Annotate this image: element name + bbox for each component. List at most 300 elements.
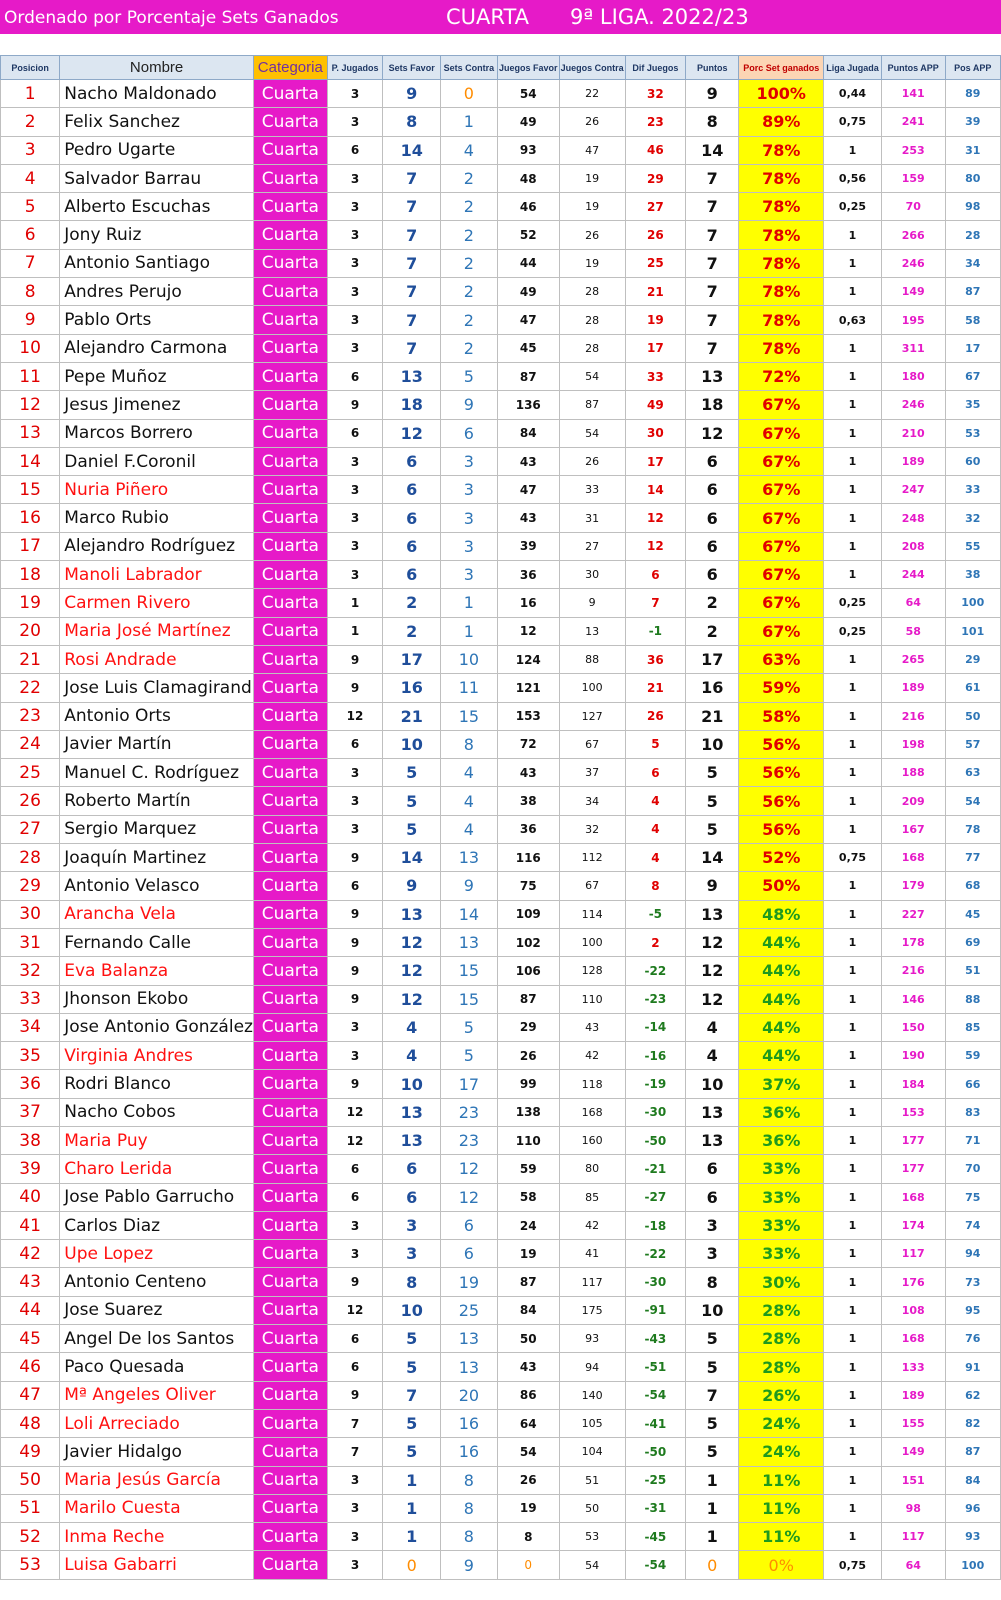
category-cell: Cuarta bbox=[253, 221, 327, 249]
table-row bbox=[1, 1296, 1001, 1324]
games-contra-cell: 42 bbox=[559, 1211, 625, 1239]
points-cell: 21 bbox=[686, 702, 739, 730]
played-cell: 6 bbox=[327, 1353, 383, 1381]
app-points-cell: 216 bbox=[881, 957, 945, 985]
played-cell: 6 bbox=[327, 1155, 383, 1183]
table-row bbox=[1, 1353, 1001, 1381]
games-favor-cell: 58 bbox=[497, 1183, 559, 1211]
app-position-cell: 39 bbox=[945, 108, 1000, 136]
games-contra-cell: 100 bbox=[559, 928, 625, 956]
set-percent-cell: 78% bbox=[739, 249, 824, 277]
games-favor-cell: 8 bbox=[497, 1523, 559, 1551]
games-favor-cell: 38 bbox=[497, 787, 559, 815]
points-cell: 6 bbox=[686, 504, 739, 532]
sets-favor-cell: 6 bbox=[383, 1183, 441, 1211]
player-name: Antonio Orts bbox=[60, 702, 254, 730]
header-puntos-app: Puntos APP bbox=[881, 56, 945, 80]
games-contra-cell: 94 bbox=[559, 1353, 625, 1381]
player-name: Jhonson Ekobo bbox=[60, 985, 254, 1013]
position-cell: 37 bbox=[1, 1098, 60, 1126]
games-diff-cell: 17 bbox=[625, 334, 686, 362]
sets-contra-cell: 4 bbox=[441, 815, 498, 843]
games-contra-cell: 13 bbox=[559, 617, 625, 645]
games-diff-cell: 33 bbox=[625, 362, 686, 390]
app-points-cell: 246 bbox=[881, 249, 945, 277]
sets-contra-cell: 9 bbox=[441, 391, 498, 419]
sets-contra-cell: 11 bbox=[441, 674, 498, 702]
app-position-cell: 45 bbox=[945, 900, 1000, 928]
games-diff-cell: 23 bbox=[625, 108, 686, 136]
set-percent-cell: 24% bbox=[739, 1409, 824, 1437]
games-diff-cell: 4 bbox=[625, 815, 686, 843]
table-row bbox=[1, 108, 1001, 136]
points-cell: 8 bbox=[686, 1268, 739, 1296]
games-favor-cell: 26 bbox=[497, 1042, 559, 1070]
player-name: Carlos Diaz bbox=[60, 1211, 254, 1239]
points-cell: 3 bbox=[686, 1211, 739, 1239]
games-favor-cell: 43 bbox=[497, 1353, 559, 1381]
games-contra-cell: 28 bbox=[559, 278, 625, 306]
app-points-cell: 189 bbox=[881, 1381, 945, 1409]
sets-contra-cell: 0 bbox=[441, 80, 498, 108]
sets-contra-cell: 6 bbox=[441, 1240, 498, 1268]
sets-contra-cell: 10 bbox=[441, 645, 498, 673]
set-percent-cell: 67% bbox=[739, 391, 824, 419]
games-diff-cell: 21 bbox=[625, 278, 686, 306]
sets-favor-cell: 6 bbox=[383, 504, 441, 532]
category-cell: Cuarta bbox=[253, 957, 327, 985]
app-position-cell: 70 bbox=[945, 1155, 1000, 1183]
table-row bbox=[1, 589, 1001, 617]
set-percent-cell: 67% bbox=[739, 476, 824, 504]
games-favor-cell: 99 bbox=[497, 1070, 559, 1098]
league-played-cell: 1 bbox=[824, 1042, 882, 1070]
app-position-cell: 84 bbox=[945, 1466, 1000, 1494]
games-diff-cell: -1 bbox=[625, 617, 686, 645]
app-position-cell: 100 bbox=[945, 589, 1000, 617]
sets-contra-cell: 5 bbox=[441, 1042, 498, 1070]
set-percent-cell: 11% bbox=[739, 1466, 824, 1494]
games-favor-cell: 54 bbox=[497, 1438, 559, 1466]
sets-contra-cell: 3 bbox=[441, 447, 498, 475]
points-cell: 17 bbox=[686, 645, 739, 673]
games-contra-cell: 19 bbox=[559, 249, 625, 277]
sets-contra-cell: 2 bbox=[441, 164, 498, 192]
app-points-cell: 198 bbox=[881, 730, 945, 758]
table-row bbox=[1, 900, 1001, 928]
games-contra-cell: 22 bbox=[559, 80, 625, 108]
points-cell: 7 bbox=[686, 306, 739, 334]
set-percent-cell: 33% bbox=[739, 1155, 824, 1183]
player-name: Maria José Martínez bbox=[60, 617, 254, 645]
app-points-cell: 98 bbox=[881, 1494, 945, 1522]
points-cell: 3 bbox=[686, 1240, 739, 1268]
sets-contra-cell: 6 bbox=[441, 419, 498, 447]
category-cell: Cuarta bbox=[253, 334, 327, 362]
games-favor-cell: 87 bbox=[497, 985, 559, 1013]
league-played-cell: 0,75 bbox=[824, 1551, 882, 1579]
position-cell: 44 bbox=[1, 1296, 60, 1324]
games-favor-cell: 48 bbox=[497, 164, 559, 192]
set-percent-cell: 33% bbox=[739, 1240, 824, 1268]
app-position-cell: 17 bbox=[945, 334, 1000, 362]
points-cell: 18 bbox=[686, 391, 739, 419]
league-played-cell: 1 bbox=[824, 278, 882, 306]
sets-contra-cell: 13 bbox=[441, 1353, 498, 1381]
league-played-cell: 1 bbox=[824, 1070, 882, 1098]
app-position-cell: 75 bbox=[945, 1183, 1000, 1211]
games-diff-cell: 27 bbox=[625, 193, 686, 221]
category-cell: Cuarta bbox=[253, 1381, 327, 1409]
games-contra-cell: 50 bbox=[559, 1494, 625, 1522]
category-cell: Cuarta bbox=[253, 1098, 327, 1126]
sets-contra-cell: 1 bbox=[441, 589, 498, 617]
games-contra-cell: 28 bbox=[559, 334, 625, 362]
category-cell: Cuarta bbox=[253, 730, 327, 758]
app-position-cell: 96 bbox=[945, 1494, 1000, 1522]
table-row bbox=[1, 1211, 1001, 1239]
games-favor-cell: 19 bbox=[497, 1240, 559, 1268]
player-name: Jose Suarez bbox=[60, 1296, 254, 1324]
league-played-cell: 1 bbox=[824, 1268, 882, 1296]
sets-contra-cell: 3 bbox=[441, 504, 498, 532]
league-played-cell: 1 bbox=[824, 759, 882, 787]
sets-favor-cell: 5 bbox=[383, 1409, 441, 1437]
position-cell: 49 bbox=[1, 1438, 60, 1466]
position-cell: 28 bbox=[1, 844, 60, 872]
games-favor-cell: 43 bbox=[497, 504, 559, 532]
header-sets-favor: Sets Favor bbox=[383, 56, 441, 80]
set-percent-cell: 78% bbox=[739, 278, 824, 306]
played-cell: 3 bbox=[327, 1240, 383, 1268]
app-points-cell: 64 bbox=[881, 1551, 945, 1579]
league-played-cell: 1 bbox=[824, 561, 882, 589]
sets-favor-cell: 1 bbox=[383, 1523, 441, 1551]
app-position-cell: 58 bbox=[945, 306, 1000, 334]
category-cell: Cuarta bbox=[253, 306, 327, 334]
points-cell: 6 bbox=[686, 1155, 739, 1183]
league-played-cell: 1 bbox=[824, 1296, 882, 1324]
player-name: Jose Luis Clamagirand bbox=[60, 674, 254, 702]
league-played-cell: 1 bbox=[824, 674, 882, 702]
table-row bbox=[1, 674, 1001, 702]
games-contra-cell: 118 bbox=[559, 1070, 625, 1098]
set-percent-cell: 36% bbox=[739, 1126, 824, 1154]
category-cell: Cuarta bbox=[253, 419, 327, 447]
sets-favor-cell: 7 bbox=[383, 334, 441, 362]
games-diff-cell: 4 bbox=[625, 844, 686, 872]
played-cell: 3 bbox=[327, 1042, 383, 1070]
games-favor-cell: 26 bbox=[497, 1466, 559, 1494]
games-contra-cell: 19 bbox=[559, 164, 625, 192]
category-cell: Cuarta bbox=[253, 787, 327, 815]
player-name: Alejandro Carmona bbox=[60, 334, 254, 362]
points-cell: 6 bbox=[686, 532, 739, 560]
played-cell: 3 bbox=[327, 1523, 383, 1551]
position-cell: 39 bbox=[1, 1155, 60, 1183]
table-row bbox=[1, 844, 1001, 872]
games-diff-cell: -23 bbox=[625, 985, 686, 1013]
position-cell: 25 bbox=[1, 759, 60, 787]
app-points-cell: 216 bbox=[881, 702, 945, 730]
games-contra-cell: 168 bbox=[559, 1098, 625, 1126]
games-diff-cell: -45 bbox=[625, 1523, 686, 1551]
set-percent-cell: 78% bbox=[739, 221, 824, 249]
sets-favor-cell: 7 bbox=[383, 1381, 441, 1409]
played-cell: 9 bbox=[327, 844, 383, 872]
played-cell: 3 bbox=[327, 334, 383, 362]
set-percent-cell: 67% bbox=[739, 532, 824, 560]
played-cell: 3 bbox=[327, 193, 383, 221]
app-position-cell: 69 bbox=[945, 928, 1000, 956]
position-cell: 47 bbox=[1, 1381, 60, 1409]
points-cell: 16 bbox=[686, 674, 739, 702]
header-posicion: Posicion bbox=[1, 56, 60, 80]
games-diff-cell: -50 bbox=[625, 1126, 686, 1154]
played-cell: 9 bbox=[327, 391, 383, 419]
position-cell: 53 bbox=[1, 1551, 60, 1579]
header-row bbox=[1, 56, 1001, 80]
points-cell: 0 bbox=[686, 1551, 739, 1579]
position-cell: 16 bbox=[1, 504, 60, 532]
sets-contra-cell: 14 bbox=[441, 900, 498, 928]
position-cell: 29 bbox=[1, 872, 60, 900]
games-contra-cell: 43 bbox=[559, 1013, 625, 1041]
games-contra-cell: 33 bbox=[559, 476, 625, 504]
set-percent-cell: 58% bbox=[739, 702, 824, 730]
player-name: Nacho Maldonado bbox=[60, 80, 254, 108]
played-cell: 3 bbox=[327, 759, 383, 787]
games-diff-cell: 26 bbox=[625, 221, 686, 249]
table-row bbox=[1, 476, 1001, 504]
table-row bbox=[1, 787, 1001, 815]
points-cell: 1 bbox=[686, 1494, 739, 1522]
played-cell: 9 bbox=[327, 1381, 383, 1409]
league-title: 9ª LIGA. 2022/23 bbox=[570, 5, 749, 29]
table-row bbox=[1, 1523, 1001, 1551]
sets-contra-cell: 16 bbox=[441, 1438, 498, 1466]
category-cell: Cuarta bbox=[253, 1013, 327, 1041]
player-name: Alejandro Rodríguez bbox=[60, 532, 254, 560]
table-row bbox=[1, 1042, 1001, 1070]
app-position-cell: 53 bbox=[945, 419, 1000, 447]
sets-favor-cell: 4 bbox=[383, 1013, 441, 1041]
set-percent-cell: 78% bbox=[739, 193, 824, 221]
app-points-cell: 190 bbox=[881, 1042, 945, 1070]
position-cell: 46 bbox=[1, 1353, 60, 1381]
games-diff-cell: 26 bbox=[625, 702, 686, 730]
table-row bbox=[1, 1013, 1001, 1041]
games-contra-cell: 117 bbox=[559, 1268, 625, 1296]
set-percent-cell: 67% bbox=[739, 589, 824, 617]
category-cell: Cuarta bbox=[253, 617, 327, 645]
sets-contra-cell: 2 bbox=[441, 193, 498, 221]
app-points-cell: 64 bbox=[881, 589, 945, 617]
league-played-cell: 0,25 bbox=[824, 589, 882, 617]
app-points-cell: 311 bbox=[881, 334, 945, 362]
sets-contra-cell: 12 bbox=[441, 1183, 498, 1211]
set-percent-cell: 56% bbox=[739, 787, 824, 815]
table-row bbox=[1, 815, 1001, 843]
table-row bbox=[1, 278, 1001, 306]
app-position-cell: 59 bbox=[945, 1042, 1000, 1070]
sets-contra-cell: 20 bbox=[441, 1381, 498, 1409]
app-points-cell: 244 bbox=[881, 561, 945, 589]
games-diff-cell: 8 bbox=[625, 872, 686, 900]
table-row bbox=[1, 1098, 1001, 1126]
player-name: Joaquín Martinez bbox=[60, 844, 254, 872]
sets-contra-cell: 19 bbox=[441, 1268, 498, 1296]
games-favor-cell: 109 bbox=[497, 900, 559, 928]
sets-favor-cell: 6 bbox=[383, 447, 441, 475]
player-name: Arancha Vela bbox=[60, 900, 254, 928]
sets-contra-cell: 3 bbox=[441, 476, 498, 504]
points-cell: 12 bbox=[686, 985, 739, 1013]
sets-contra-cell: 8 bbox=[441, 1494, 498, 1522]
sets-favor-cell: 6 bbox=[383, 476, 441, 504]
sets-favor-cell: 1 bbox=[383, 1494, 441, 1522]
points-cell: 10 bbox=[686, 1296, 739, 1324]
games-contra-cell: 9 bbox=[559, 589, 625, 617]
player-name: Rosi Andrade bbox=[60, 645, 254, 673]
category-cell: Cuarta bbox=[253, 1296, 327, 1324]
sets-favor-cell: 7 bbox=[383, 249, 441, 277]
games-favor-cell: 87 bbox=[497, 362, 559, 390]
player-name: Antonio Velasco bbox=[60, 872, 254, 900]
category-cell: Cuarta bbox=[253, 1126, 327, 1154]
category-cell: Cuarta bbox=[253, 1523, 327, 1551]
app-points-cell: 247 bbox=[881, 476, 945, 504]
sets-contra-cell: 6 bbox=[441, 1211, 498, 1239]
sets-favor-cell: 13 bbox=[383, 362, 441, 390]
points-cell: 10 bbox=[686, 730, 739, 758]
category-cell: Cuarta bbox=[253, 1070, 327, 1098]
games-contra-cell: 105 bbox=[559, 1409, 625, 1437]
played-cell: 3 bbox=[327, 1466, 383, 1494]
player-name: Daniel F.Coronil bbox=[60, 447, 254, 475]
table-row bbox=[1, 1325, 1001, 1353]
app-points-cell: 265 bbox=[881, 645, 945, 673]
position-cell: 36 bbox=[1, 1070, 60, 1098]
league-played-cell: 0,56 bbox=[824, 164, 882, 192]
played-cell: 3 bbox=[327, 249, 383, 277]
set-percent-cell: 44% bbox=[739, 985, 824, 1013]
games-contra-cell: 26 bbox=[559, 108, 625, 136]
sets-favor-cell: 2 bbox=[383, 617, 441, 645]
player-name: Charo Lerida bbox=[60, 1155, 254, 1183]
games-diff-cell: 19 bbox=[625, 306, 686, 334]
app-points-cell: 153 bbox=[881, 1098, 945, 1126]
sets-contra-cell: 8 bbox=[441, 1523, 498, 1551]
app-points-cell: 159 bbox=[881, 164, 945, 192]
set-percent-cell: 59% bbox=[739, 674, 824, 702]
points-cell: 7 bbox=[686, 1381, 739, 1409]
sets-favor-cell: 14 bbox=[383, 136, 441, 164]
played-cell: 6 bbox=[327, 730, 383, 758]
sets-favor-cell: 7 bbox=[383, 193, 441, 221]
set-percent-cell: 33% bbox=[739, 1211, 824, 1239]
category-cell: Cuarta bbox=[253, 561, 327, 589]
position-cell: 42 bbox=[1, 1240, 60, 1268]
app-points-cell: 195 bbox=[881, 306, 945, 334]
games-contra-cell: 140 bbox=[559, 1381, 625, 1409]
sets-favor-cell: 12 bbox=[383, 928, 441, 956]
sets-favor-cell: 18 bbox=[383, 391, 441, 419]
app-position-cell: 83 bbox=[945, 1098, 1000, 1126]
set-percent-cell: 78% bbox=[739, 334, 824, 362]
games-diff-cell: -54 bbox=[625, 1551, 686, 1579]
games-contra-cell: 28 bbox=[559, 306, 625, 334]
league-played-cell: 1 bbox=[824, 702, 882, 730]
app-position-cell: 61 bbox=[945, 674, 1000, 702]
app-position-cell: 33 bbox=[945, 476, 1000, 504]
header-liga-jugada: Liga Jugada bbox=[824, 56, 882, 80]
league-played-cell: 1 bbox=[824, 1211, 882, 1239]
sets-favor-cell: 12 bbox=[383, 985, 441, 1013]
app-points-cell: 266 bbox=[881, 221, 945, 249]
games-contra-cell: 32 bbox=[559, 815, 625, 843]
sets-favor-cell: 6 bbox=[383, 532, 441, 560]
category-cell: Cuarta bbox=[253, 391, 327, 419]
header-p-jugados: P. Jugados bbox=[327, 56, 383, 80]
games-diff-cell: -16 bbox=[625, 1042, 686, 1070]
points-cell: 7 bbox=[686, 249, 739, 277]
games-favor-cell: 52 bbox=[497, 221, 559, 249]
header-pos-app: Pos APP bbox=[945, 56, 1000, 80]
player-name: Manuel C. Rodríguez bbox=[60, 759, 254, 787]
position-cell: 34 bbox=[1, 1013, 60, 1041]
sets-favor-cell: 6 bbox=[383, 1155, 441, 1183]
sets-contra-cell: 3 bbox=[441, 532, 498, 560]
position-cell: 4 bbox=[1, 164, 60, 192]
position-cell: 22 bbox=[1, 674, 60, 702]
points-cell: 10 bbox=[686, 1070, 739, 1098]
category-cell: Cuarta bbox=[253, 1353, 327, 1381]
app-position-cell: 88 bbox=[945, 985, 1000, 1013]
app-position-cell: 78 bbox=[945, 815, 1000, 843]
position-cell: 27 bbox=[1, 815, 60, 843]
points-cell: 6 bbox=[686, 561, 739, 589]
league-played-cell: 1 bbox=[824, 985, 882, 1013]
app-points-cell: 168 bbox=[881, 1183, 945, 1211]
set-percent-cell: 67% bbox=[739, 617, 824, 645]
category-cell: Cuarta bbox=[253, 504, 327, 532]
set-percent-cell: 11% bbox=[739, 1494, 824, 1522]
league-played-cell: 1 bbox=[824, 419, 882, 447]
app-position-cell: 85 bbox=[945, 1013, 1000, 1041]
sets-contra-cell: 2 bbox=[441, 249, 498, 277]
league-played-cell: 1 bbox=[824, 136, 882, 164]
app-points-cell: 133 bbox=[881, 1353, 945, 1381]
games-diff-cell: 46 bbox=[625, 136, 686, 164]
table-row bbox=[1, 1268, 1001, 1296]
app-points-cell: 178 bbox=[881, 928, 945, 956]
points-cell: 5 bbox=[686, 787, 739, 815]
sets-contra-cell: 3 bbox=[441, 561, 498, 589]
games-favor-cell: 153 bbox=[497, 702, 559, 730]
played-cell: 6 bbox=[327, 872, 383, 900]
app-position-cell: 31 bbox=[945, 136, 1000, 164]
position-cell: 31 bbox=[1, 928, 60, 956]
app-position-cell: 32 bbox=[945, 504, 1000, 532]
games-favor-cell: 106 bbox=[497, 957, 559, 985]
sets-favor-cell: 5 bbox=[383, 1438, 441, 1466]
played-cell: 3 bbox=[327, 278, 383, 306]
app-position-cell: 87 bbox=[945, 1438, 1000, 1466]
games-diff-cell: 30 bbox=[625, 419, 686, 447]
played-cell: 3 bbox=[327, 532, 383, 560]
games-favor-cell: 43 bbox=[497, 759, 559, 787]
